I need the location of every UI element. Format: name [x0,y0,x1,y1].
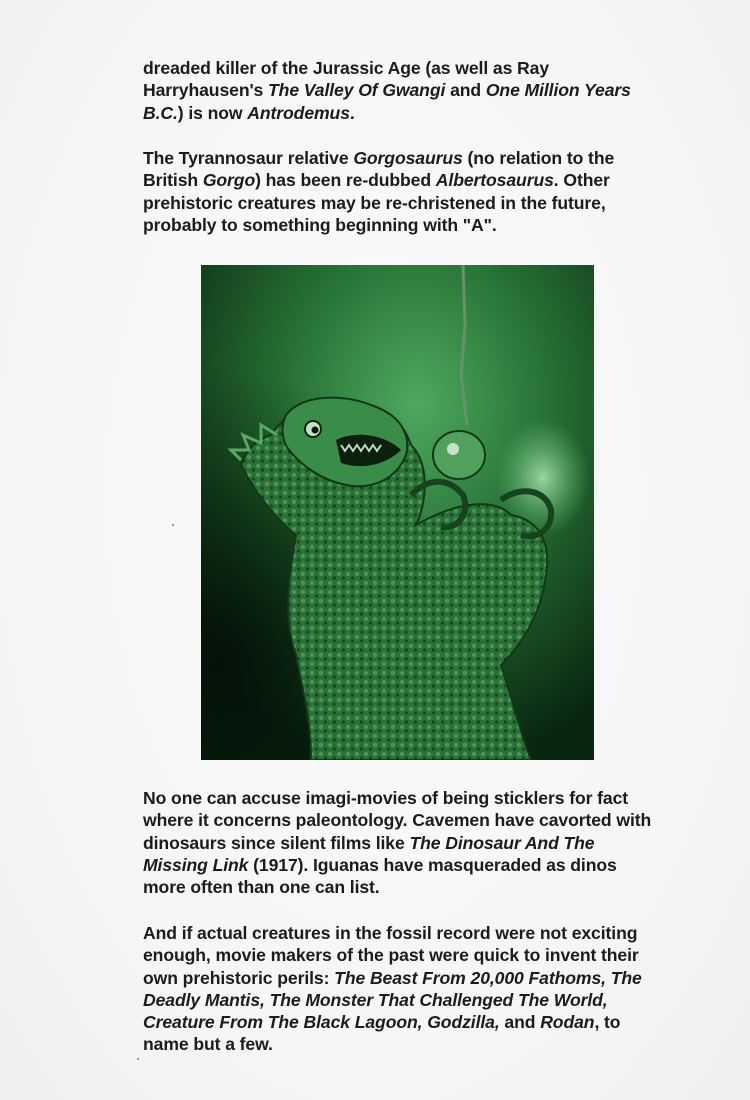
text-run: . [349,102,355,123]
text-run: (1917). Iguanas have masqueraded as dinos more often than one can list. [143,854,617,898]
paper-speck [137,1058,139,1060]
paper-speck [172,524,174,526]
text-run: dreaded killer of the Jurassic Age (as well as Ray Harryhausen's [143,58,550,101]
text-run: ) is now [177,102,248,123]
film-title: The Valley Of Gwangi [268,80,446,101]
text-run: And if actual creatures in the fossil record were not exciting enough, movie makers of the past were quick to invent their own prehistoric perils: [143,923,639,988]
text-run: and [445,80,486,101]
text-run: and [499,1012,541,1033]
text-run: , to name but a few. [143,1012,621,1055]
film-title: The Dinosaur And The Missing Link [143,832,595,875]
text-run: (no relation to the British [143,148,615,191]
paragraph-prehistoric-perils [143,922,663,1056]
paragraph-antrodemus [143,57,663,124]
species-name: Albertosaurus [435,170,554,191]
creature-illustration [201,265,594,760]
text-run: . Other prehistoric creatures may be re-christened in the future, probably to something beginning with "A". [143,170,610,235]
paragraph-gorgosaurus [143,147,663,236]
film-title: One Million Years B.C. [143,80,631,123]
film-title-list: The Beast From 20,000 Fathoms, The Deadly Mantis, The Monster That Challenged The World, Creature From The Black Lagoon, Godzilla, [143,967,642,1033]
green-tinted-monster-photo [201,265,594,760]
text-run: ) has been re-dubbed [255,170,436,191]
text-run: The Tyrannosaur relative [143,148,354,168]
species-name: Antrodemus [247,102,350,123]
paragraph-paleontology [143,787,663,898]
film-title: Gorgo [202,170,256,191]
film-title: Rodan [540,1012,595,1033]
text-run: No one can accuse imagi-movies of being sticklers for fact where it concerns paleontology. Cavemen have cavorted with dinosaurs since silent films like [143,788,652,853]
species-name: Gorgosaurus [353,148,463,168]
